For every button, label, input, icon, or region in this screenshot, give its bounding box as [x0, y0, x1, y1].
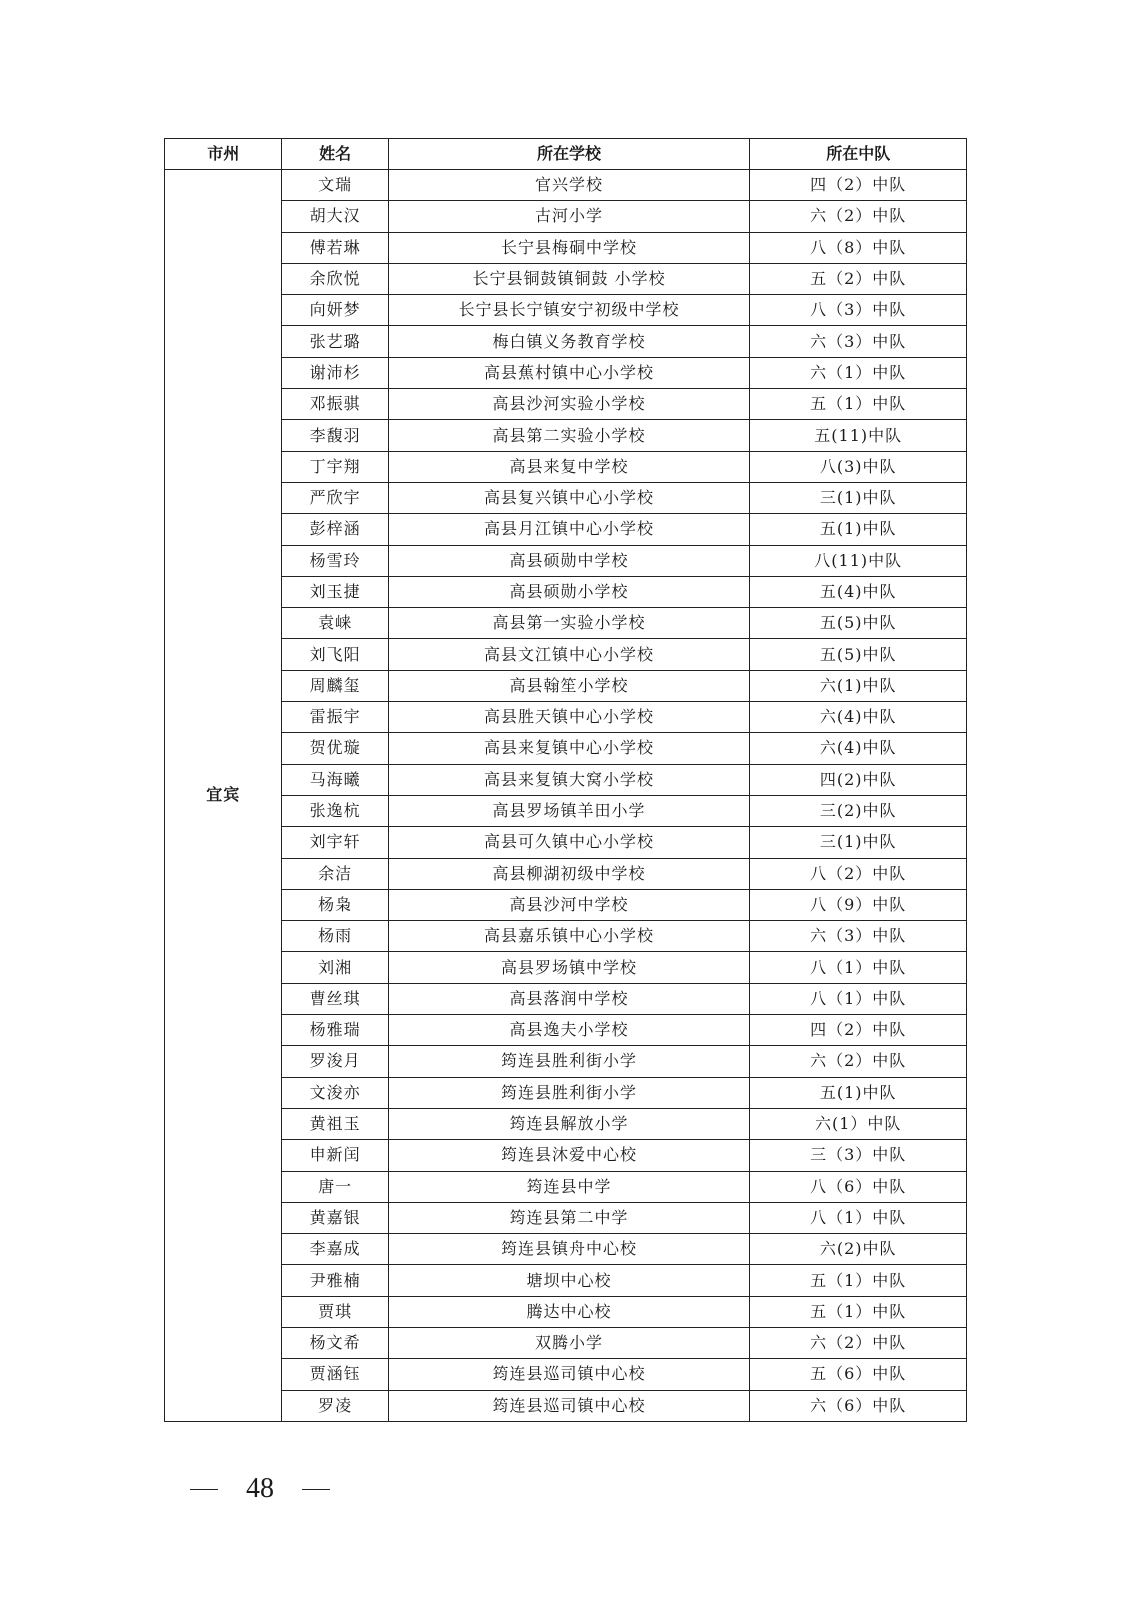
squad-cell: 八（8）中队 [750, 232, 967, 263]
squad-cell: 四（2）中队 [750, 1015, 967, 1046]
table-row [165, 326, 967, 357]
name-cell: 唐一 [282, 1171, 388, 1202]
table-row [165, 451, 967, 482]
squad-cell: 六(1）中队 [750, 1108, 967, 1139]
name-cell: 张逸杭 [282, 795, 388, 826]
name-cell: 黄嘉银 [282, 1202, 388, 1233]
school-cell: 高县沙河实验小学校 [388, 389, 750, 420]
school-cell: 高县胜天镇中心小学校 [388, 702, 750, 733]
school-cell: 高县可久镇中心小学校 [388, 827, 750, 858]
squad-cell: 五(4)中队 [750, 576, 967, 607]
name-cell: 尹雅楠 [282, 1265, 388, 1296]
page-number: 48 [246, 1473, 274, 1504]
table-row [165, 670, 967, 701]
squad-cell: 三（3）中队 [750, 1140, 967, 1171]
table-row [165, 1140, 967, 1171]
squad-cell: 五（2）中队 [750, 263, 967, 294]
squad-cell: 三(2)中队 [750, 795, 967, 826]
squad-cell: 五(5)中队 [750, 639, 967, 670]
squad-cell: 五(5)中队 [750, 608, 967, 639]
name-cell: 向妍梦 [282, 295, 388, 326]
table-row [165, 1265, 967, 1296]
name-cell: 张艺璐 [282, 326, 388, 357]
squad-cell: 六（3）中队 [750, 326, 967, 357]
school-cell: 官兴学校 [388, 170, 750, 201]
name-cell: 贺优璇 [282, 733, 388, 764]
squad-cell: 三(1)中队 [750, 482, 967, 513]
school-cell: 筠连县巡司镇中心校 [388, 1359, 750, 1390]
roster-table [164, 138, 967, 1422]
school-cell: 高县罗场镇中学校 [388, 952, 750, 983]
name-cell: 罗凌 [282, 1390, 388, 1421]
school-cell: 高县文江镇中心小学校 [388, 639, 750, 670]
school-cell: 高县罗场镇羊田小学 [388, 795, 750, 826]
school-cell: 高县落润中学校 [388, 983, 750, 1014]
school-cell: 高县蕉村镇中心小学校 [388, 357, 750, 388]
squad-cell: 六(2)中队 [750, 1234, 967, 1265]
table-row [165, 482, 967, 513]
name-cell: 刘飞阳 [282, 639, 388, 670]
name-cell: 谢沛杉 [282, 357, 388, 388]
table-row [165, 827, 967, 858]
name-cell: 彭梓涵 [282, 514, 388, 545]
name-cell: 李嘉成 [282, 1234, 388, 1265]
name-cell: 杨文希 [282, 1327, 388, 1358]
name-cell: 贾琪 [282, 1296, 388, 1327]
name-cell: 杨雪玲 [282, 545, 388, 576]
school-cell: 高县第二实验小学校 [388, 420, 750, 451]
table-row [165, 420, 967, 451]
squad-cell: 六（2）中队 [750, 1327, 967, 1358]
table-row [165, 170, 967, 201]
table-row [165, 201, 967, 232]
squad-cell: 六(1)中队 [750, 670, 967, 701]
name-cell: 文浚亦 [282, 1077, 388, 1108]
table-row [165, 1077, 967, 1108]
squad-cell: 八（6）中队 [750, 1171, 967, 1202]
name-cell: 马海曦 [282, 764, 388, 795]
squad-cell: 六（6）中队 [750, 1390, 967, 1421]
squad-cell: 八（1）中队 [750, 1202, 967, 1233]
school-cell: 高县硕勋中学校 [388, 545, 750, 576]
school-cell: 高县第一实验小学校 [388, 608, 750, 639]
name-cell: 袁崃 [282, 608, 388, 639]
footer-dash-right [302, 1489, 330, 1490]
school-cell: 高县来复镇中心小学校 [388, 733, 750, 764]
table-row [165, 733, 967, 764]
school-cell: 双腾小学 [388, 1327, 750, 1358]
name-cell: 文瑞 [282, 170, 388, 201]
school-cell: 高县来复镇大窝小学校 [388, 764, 750, 795]
table-row [165, 545, 967, 576]
squad-cell: 八(11)中队 [750, 545, 967, 576]
table-row [165, 389, 967, 420]
name-cell: 申新闰 [282, 1140, 388, 1171]
name-cell: 黄祖玉 [282, 1108, 388, 1139]
table-row [165, 514, 967, 545]
school-cell: 长宁县长宁镇安宁初级中学校 [388, 295, 750, 326]
school-cell: 塘坝中心校 [388, 1265, 750, 1296]
name-cell: 杨雅瑞 [282, 1015, 388, 1046]
table-row [165, 295, 967, 326]
school-cell: 筠连县巡司镇中心校 [388, 1390, 750, 1421]
table-row [165, 858, 967, 889]
city-cell: 宜宾 [165, 170, 282, 1422]
table-row [165, 357, 967, 388]
squad-cell: 五（1）中队 [750, 1296, 967, 1327]
table-row [165, 1327, 967, 1358]
name-cell: 曹丝琪 [282, 983, 388, 1014]
table-row [165, 764, 967, 795]
school-cell: 筠连县解放小学 [388, 1108, 750, 1139]
name-cell: 李馥羽 [282, 420, 388, 451]
squad-cell: 五(11)中队 [750, 420, 967, 451]
name-cell: 傅若琳 [282, 232, 388, 263]
table-row [165, 702, 967, 733]
squad-cell: 五（1）中队 [750, 389, 967, 420]
squad-cell: 三(1)中队 [750, 827, 967, 858]
school-cell: 高县嘉乐镇中心小学校 [388, 921, 750, 952]
table-row [165, 1171, 967, 1202]
name-cell: 丁宇翔 [282, 451, 388, 482]
squad-cell: 六（2）中队 [750, 1046, 967, 1077]
school-cell: 高县翰笙小学校 [388, 670, 750, 701]
school-cell: 高县沙河中学校 [388, 889, 750, 920]
header-school: 所在学校 [388, 139, 750, 170]
squad-cell: 八（1）中队 [750, 952, 967, 983]
header-city: 市州 [165, 139, 282, 170]
squad-cell: 八(3)中队 [750, 451, 967, 482]
squad-cell: 六（1）中队 [750, 357, 967, 388]
table-row [165, 921, 967, 952]
table-row [165, 639, 967, 670]
school-cell: 腾达中心校 [388, 1296, 750, 1327]
squad-cell: 八（1）中队 [750, 983, 967, 1014]
squad-cell: 八（9）中队 [750, 889, 967, 920]
table-row [165, 1296, 967, 1327]
school-cell: 高县复兴镇中心小学校 [388, 482, 750, 513]
school-cell: 高县硕勋小学校 [388, 576, 750, 607]
school-cell: 长宁县铜鼓镇铜鼓 小学校 [388, 263, 750, 294]
squad-cell: 六(4)中队 [750, 733, 967, 764]
name-cell: 杨雨 [282, 921, 388, 952]
school-cell: 筠连县镇舟中心校 [388, 1234, 750, 1265]
name-cell: 刘湘 [282, 952, 388, 983]
squad-cell: 六（3）中队 [750, 921, 967, 952]
table-row [165, 1202, 967, 1233]
table-row [165, 952, 967, 983]
header-name: 姓名 [282, 139, 388, 170]
table-row [165, 232, 967, 263]
squad-cell: 四(2)中队 [750, 764, 967, 795]
name-cell: 邓振骐 [282, 389, 388, 420]
table-row [165, 263, 967, 294]
school-cell: 高县逸夫小学校 [388, 1015, 750, 1046]
name-cell: 周麟玺 [282, 670, 388, 701]
name-cell: 刘玉捷 [282, 576, 388, 607]
squad-cell: 四（2）中队 [750, 170, 967, 201]
squad-cell: 五(1)中队 [750, 514, 967, 545]
table-row [165, 1234, 967, 1265]
name-cell: 刘宇轩 [282, 827, 388, 858]
school-cell: 高县月江镇中心小学校 [388, 514, 750, 545]
table-row [165, 795, 967, 826]
table-row [165, 1015, 967, 1046]
name-cell: 罗浚月 [282, 1046, 388, 1077]
name-cell: 雷振宇 [282, 702, 388, 733]
squad-cell: 五（1）中队 [750, 1265, 967, 1296]
name-cell: 杨枭 [282, 889, 388, 920]
school-cell: 筠连县胜利街小学 [388, 1046, 750, 1077]
name-cell: 余欣悦 [282, 263, 388, 294]
school-cell: 高县来复中学校 [388, 451, 750, 482]
school-cell: 筠连县胜利街小学 [388, 1077, 750, 1108]
name-cell: 严欣宇 [282, 482, 388, 513]
table-header-row [165, 139, 967, 170]
school-cell: 筠连县沐爱中心校 [388, 1140, 750, 1171]
page-footer [190, 1473, 330, 1505]
squad-cell: 八（3）中队 [750, 295, 967, 326]
school-cell: 长宁县梅硐中学校 [388, 232, 750, 263]
name-cell: 余洁 [282, 858, 388, 889]
school-cell: 筠连县中学 [388, 1171, 750, 1202]
table-row [165, 983, 967, 1014]
squad-cell: 六（2）中队 [750, 201, 967, 232]
school-cell: 筠连县第二中学 [388, 1202, 750, 1233]
squad-cell: 八（2）中队 [750, 858, 967, 889]
table-row [165, 889, 967, 920]
name-cell: 胡大汉 [282, 201, 388, 232]
school-cell: 高县柳湖初级中学校 [388, 858, 750, 889]
table-row [165, 576, 967, 607]
table-row [165, 608, 967, 639]
squad-cell: 五（6）中队 [750, 1359, 967, 1390]
header-squad: 所在中队 [750, 139, 967, 170]
table-row [165, 1390, 967, 1421]
table-row [165, 1359, 967, 1390]
table-body [165, 170, 967, 1422]
squad-cell: 五(1)中队 [750, 1077, 967, 1108]
table-row [165, 1108, 967, 1139]
school-cell: 梅白镇义务教育学校 [388, 326, 750, 357]
footer-dash-left [190, 1489, 218, 1490]
name-cell: 贾涵钰 [282, 1359, 388, 1390]
table-row [165, 1046, 967, 1077]
school-cell: 古河小学 [388, 201, 750, 232]
squad-cell: 六(4)中队 [750, 702, 967, 733]
